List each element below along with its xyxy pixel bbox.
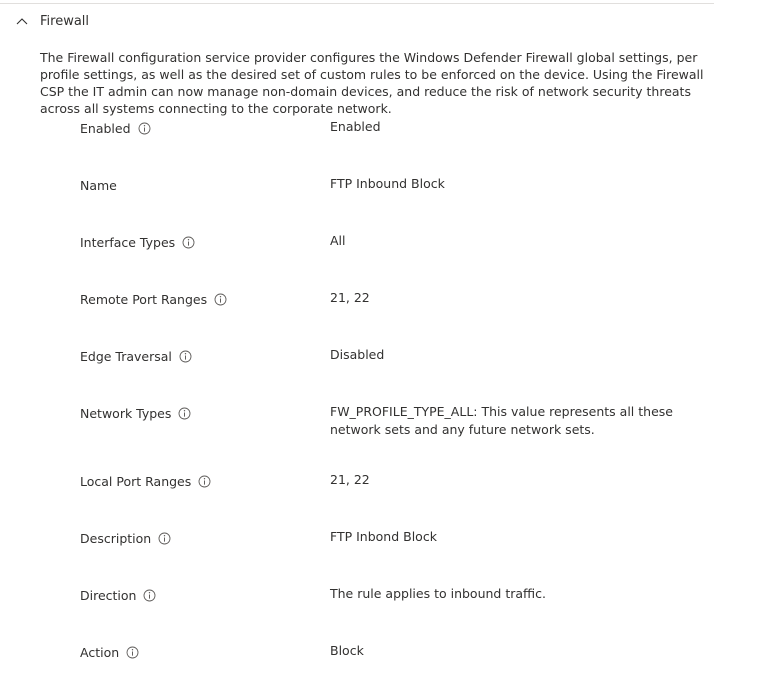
- info-icon[interactable]: [143, 589, 156, 602]
- info-icon[interactable]: [214, 293, 227, 306]
- setting-value: Block: [330, 643, 364, 658]
- setting-value: Disabled: [330, 347, 385, 362]
- setting-value: FTP Inbound Block: [330, 176, 445, 191]
- setting-label: Description: [80, 531, 171, 546]
- setting-value: All: [330, 233, 346, 248]
- setting-label: Action: [80, 645, 139, 660]
- section-title: Firewall: [40, 13, 90, 29]
- info-icon[interactable]: [138, 122, 151, 135]
- setting-value: The rule applies to inbound traffic.: [330, 586, 546, 601]
- info-icon[interactable]: [179, 350, 192, 363]
- info-icon[interactable]: [158, 532, 171, 545]
- setting-label: Local Port Ranges: [80, 474, 211, 489]
- setting-value: FW_PROFILE_TYPE_ALL: This value represents all these network sets and any future network sets.: [330, 404, 673, 437]
- info-icon[interactable]: [126, 646, 139, 659]
- setting-label: Enabled: [80, 121, 151, 136]
- info-icon[interactable]: [198, 475, 211, 488]
- setting-label: Interface Types: [80, 235, 195, 250]
- setting-label: Remote Port Ranges: [80, 292, 227, 307]
- info-icon[interactable]: [182, 236, 195, 249]
- section-description: The Firewall configuration service provider configures the Windows Defender Firewall global settings, per profile settings, as well as the desired set of custom rules to be enforced on the device. Using the Firewall CSP the IT admin can now manage non-domain devices, and reduce the risk of network security threats across all systems connecting to the corporate network.: [40, 50, 704, 116]
- setting-label: Direction: [80, 588, 156, 603]
- setting-value: Enabled: [330, 119, 381, 134]
- setting-value: 21, 22: [330, 472, 370, 487]
- setting-label: Edge Traversal: [80, 349, 192, 364]
- setting-label: Network Types: [80, 406, 191, 421]
- setting-value: FTP Inbond Block: [330, 529, 437, 544]
- setting-value: 21, 22: [330, 290, 370, 305]
- info-icon[interactable]: [178, 407, 191, 420]
- setting-label: Name: [80, 178, 117, 193]
